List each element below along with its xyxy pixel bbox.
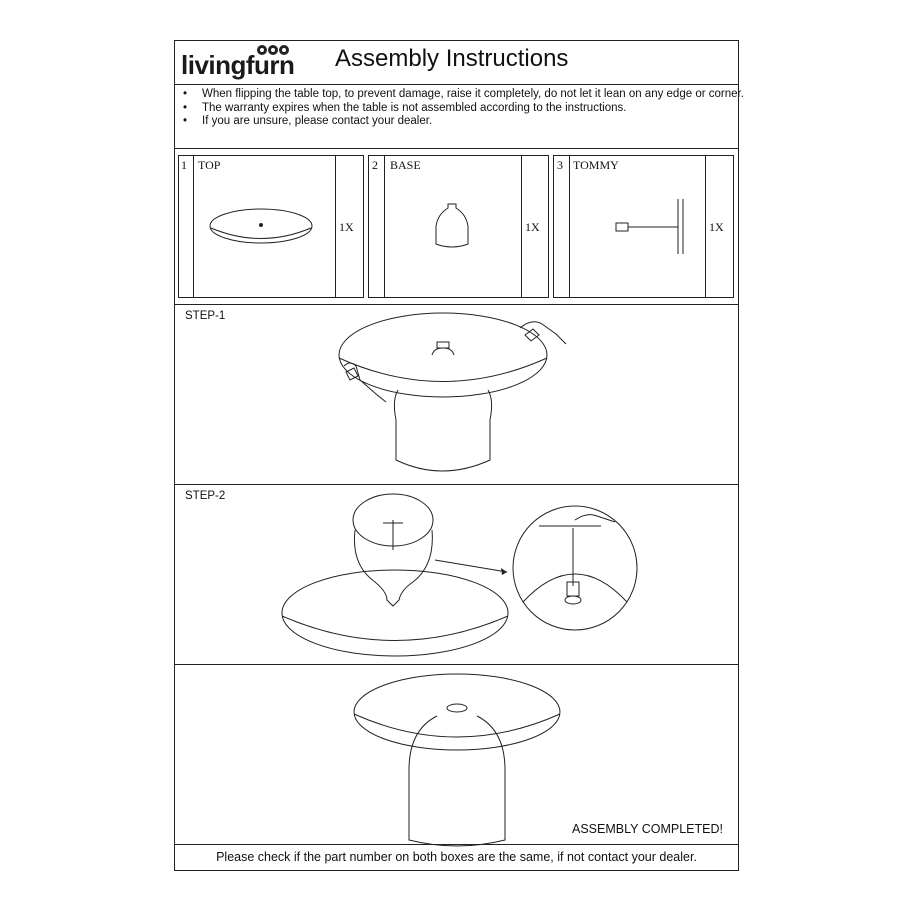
step-1-illustration: [320, 310, 580, 482]
table-base-icon: [430, 200, 475, 252]
note-item: • If you are unsure, please contact your dealer.: [183, 115, 744, 129]
table-top-icon: [205, 205, 320, 250]
divider: [174, 148, 739, 149]
part-quantity: 1X: [525, 220, 540, 234]
note-item: • The warranty expires when the table is not assembled according to the instructions.: [183, 102, 744, 116]
divider: [174, 664, 739, 665]
brand-logo: livingfurn: [181, 50, 295, 80]
page-title: Assembly Instructions: [335, 45, 569, 72]
step-2-label: STEP-2: [185, 490, 226, 502]
assembled-table-illustration: [345, 670, 570, 845]
part-name: BASE: [390, 158, 421, 172]
part-quantity: 1X: [709, 220, 724, 234]
footer-note: Please check if the part number on both boxes are the same, if not contact your dealer.: [216, 850, 697, 864]
part-number: 1: [181, 158, 187, 172]
part-number: 2: [372, 158, 378, 172]
part-number: 3: [557, 158, 563, 172]
part-name: TOP: [198, 158, 221, 172]
part-name: TOMMY: [573, 158, 619, 172]
step-2-illustration: [275, 490, 655, 662]
tommy-tool-icon: [612, 196, 692, 258]
part-quantity: 1X: [339, 220, 354, 234]
step-1-label: STEP-1: [185, 310, 226, 322]
notes-list: [183, 88, 744, 129]
divider: [174, 304, 739, 305]
divider: [174, 484, 739, 485]
divider: [174, 84, 739, 85]
note-item: • When flipping the table top, to prevent damage, raise it completely, do not let it lean on any edge or corner.: [183, 88, 744, 102]
assembly-completed-text: ASSEMBLY COMPLETED!: [572, 822, 723, 836]
